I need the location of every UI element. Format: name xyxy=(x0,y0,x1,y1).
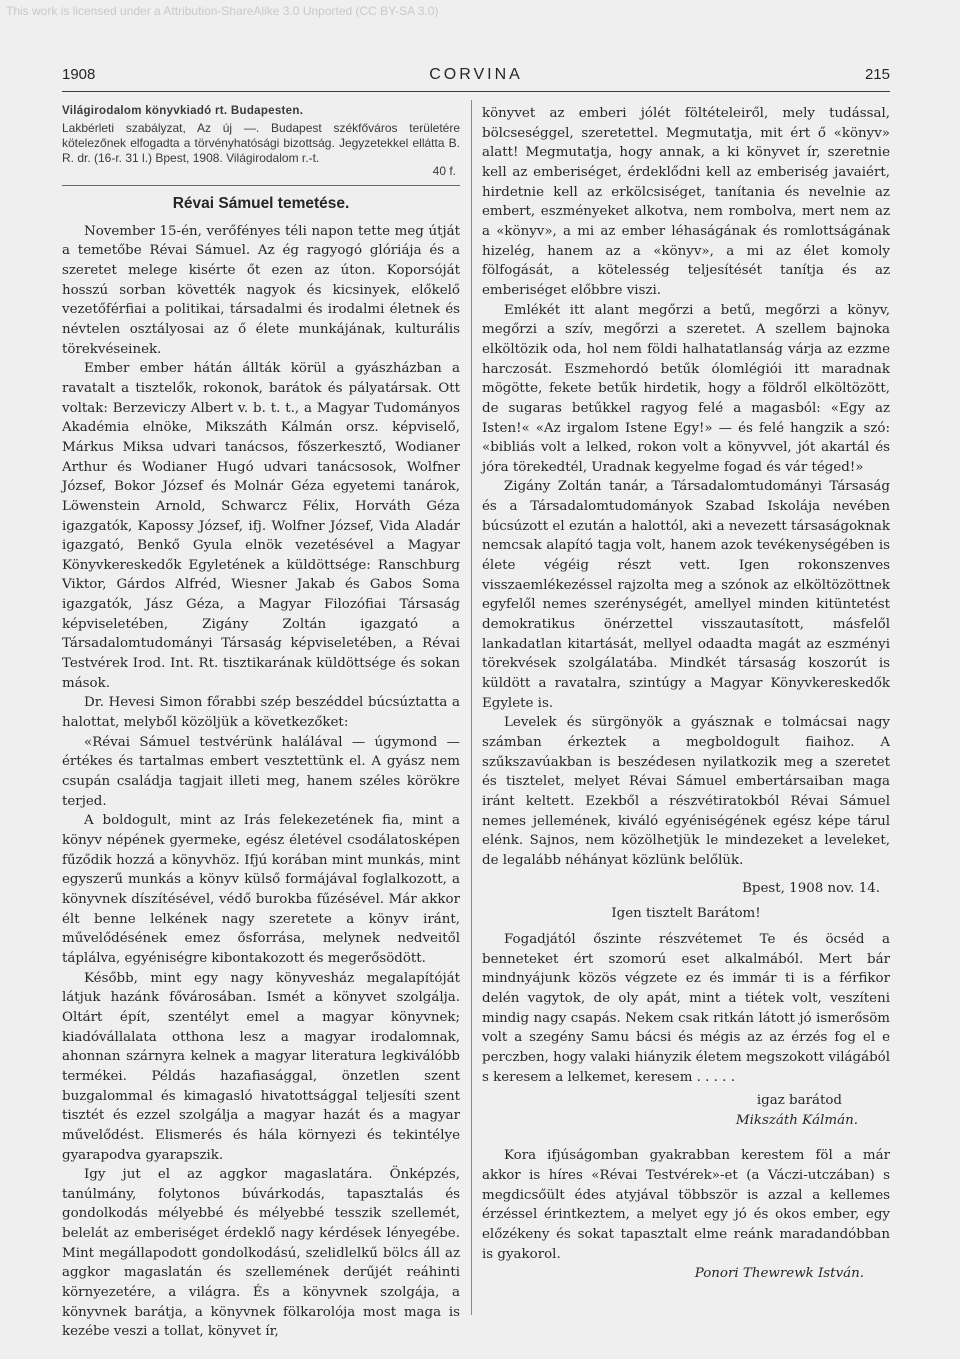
left-paragraph: November 15-én, verőfényes téli napon tette meg útját a temetőbe Révai Sámuel. Az ég ragyogó glóriája és a szeretet melege kisérte őt ezen az úton. Koporsóját hosszú sorban követték nagyok és kicsinyek, előkelő vezetőférfiai a politikai, társadalmi és irodalmi életnek és névtelen osztályosai az ő élete munkájának, kulturális törekvéseinek. xyxy=(62,223,460,357)
page-header xyxy=(62,66,890,88)
letter-closing: igaz barátod xyxy=(756,1093,842,1109)
column-divider xyxy=(471,100,472,1315)
header-journal-title: CORVINA xyxy=(429,66,523,83)
letter-salutation: Igen tisztelt Barátom! xyxy=(611,906,761,922)
right-paragraph: Levelek és sürgönyök a gyásznak e tolmácsai nagy számban érkeztek a megboldogult fiaihoz. A szűkszavúakban is beszédesen nyilatkozik meg a szeretet és tisztelet, melyet Révai Sámuel embertársaiban maga iránt keltett. Ezekből a részvétiratokból Révai Sámuel nemes jellemének, kiváló egyéniségének egész képe tárul elénk. Sajnos, nem közölhetjük le mindezeket a leveleket, de legalább néhányat közlünk belőlük. xyxy=(482,715,890,868)
left-paragraph: Igy jut el az aggkor magaslatára. Önképzés, tanúlmány, folytonos búvárkodás, tapasztalás és gondolkodás mélyebbé és mélyebbé tesszik szellemét, belelát az emberiséget érdeklő nagy kérdések lényegébe. Mint megállapodott gondolkodású, szelidlelkű bölcs áll az aggkor magaslatán és szellemének derűjét reáhinti környezetére, a világra. És a könyvnek szolgája, a könyvnek barátja, a könyvnek fölkarolója most maga is kezébe veszi a tollat, könyvet ír, xyxy=(62,1167,460,1340)
notice-text: Lakbérleti szabályzat, Az új —. Budapest székfőváros területére kötelezőnek elfogadta a törvényhatósági bizottság. Jegyzetekkel ellátta B. R. dr. (16-r. 31 l.) Bpest, 1908. Világirodalom r.-t. xyxy=(62,121,460,165)
letter-dateline: Bpest, 1908 nov. 14. xyxy=(742,880,880,896)
final-paragraph: Kora ifjúságomban gyakrabban kerestem föl a már akkor is híres «Révai Testvérek»-et (a Váczi-utczában) s megdicsőült édes atyjával többször is azzal a kellemes érzéssel érintkeztem, a melyet egy jó és okos ember, egy előzékeny és sokat tapasztalt elme reánk maradandóbban is gyakorol. xyxy=(482,1148,890,1262)
publisher-notice xyxy=(62,104,460,179)
right-column xyxy=(482,104,890,1284)
final-signature: Ponori Thewrewk István. xyxy=(694,1266,864,1282)
right-paragraph: könyvet az emberi jólét föltételeiről, mely tudással, bölcseséggel, szeretettel. Megmutatja, mit ért ő «könyv» alatt! Megmutatja, hogy annak, a ki könyvet ír, szeretnie kell az emberiséget, érdeklődni kell az emberiség javaiért, hirdetnie kell az erkölcsiséget, tanítania és nevelnie az embert, eszményeket alkotva, nem rombolva, mert nem az a «könyv», a mi az ember léhaságának és romlottságának hizelég, hanem az a «könyv», a mi az élet komoly fölfogását, a kötelesség teljesítését tanítja és az emberiséget előbbre viszi. xyxy=(482,106,890,298)
header-page-number: 215 xyxy=(864,66,890,83)
letter-signature: Mikszáth Kálmán. xyxy=(735,1112,858,1128)
license-notice: This work is licensed under a Attribution-ShareAlike 3.0 Unported (CC BY-SA 3.0) xyxy=(6,4,439,18)
left-paragraph: «Révai Sámuel testvérünk halálával — úgymond — értékes és tartalmas embert vesztettünk el. A gyász nem csupán családja tagjait illeti meg, hanem széles körökre terjed. xyxy=(62,734,460,809)
article-title: Révai Sámuel temetése. xyxy=(172,195,350,212)
left-paragraph: A boldogult, mint az Irás felekezetének fia, mint a könyv népének gyermeke, egész életével csodálatosképen fűződik hozzá a könyvhöz. Ifjú korában mint munkás, mint egyszerű munkás a könyv külső formájával foglalkozott, a könyvnek díszítésével, védő burokba fűzésével. Már akkor élt benne lelkének nagy szeretete a könyv iránt, művelődésének emez ősforrása, melynek nedveitől táplálva, egyéniségre kibontakozott és megerősödött. xyxy=(62,813,460,966)
notice-publisher: Világirodalom könyvkiadó rt. Budapesten. xyxy=(62,105,304,117)
left-paragraph: Később, mint egy nagy könyvesház megalapítóját látjuk hazánk fővárosában. Ismét a könyvet szolgálja. Oltárt épít, szentélyt emel a magyar könyvnek; kiadóvállalata otthona lesz a magyar irodalomnak, ahonnan szárnyra kelnek a magyar literatura legkiválóbb termékei. Példás hazafiasággal, önzetlen szent buzgalommal és kimagasló hivatottsággal teljesíti szent tisztét és ezzel szolgálja a magyar hazát és a magyar művelődést. Elismerés és hála környezi és tekintélye gyarapodva gyarapszik. xyxy=(62,970,460,1163)
notice-price: 40 f. xyxy=(432,164,456,178)
header-rule xyxy=(62,91,890,92)
notice-divider xyxy=(62,185,460,186)
letter-body: Fogadjától őszinte részvétemet Te és öcséd a benneteket ért szomorú eset alkalmából. Mert bár mindnyájunk közös végzete ez és immár ti is a férfikor delén vagytok, de oly apát, mint a tiétek volt, veszíteni mindig nagy csapás. Nekem csak ritkán látott jó ismerősöm volt a szegény Samu bácsi és mégis az az érzés fog el e perczben, hogy valaki hiányzik életem megszokott világából s keresem a lelkemet, keresem . . . . . xyxy=(482,931,890,1085)
left-paragraph: Dr. Hevesi Simon főrabbi szép beszéddel búcsúztatta a halottat, melyből közöljük a következőket: xyxy=(62,695,460,731)
right-paragraph: Emlékét itt alant megőrzi a betű, megőrzi a könyv, megőrzi a szív, megőrzi a szeretet. A szellem bajnoka elköltözik oda, hol nem földi halhatatlanság várja az ezzme harczosát. Eszmehordó betűk ólomlégiói itt maradnak mögötte, fekete betűk hirdetik, hogy a földről elköltözött, de sugaras betűkkel ragyog felé a magasból: «Egy az Isten!« «Az irgalom Istene Egy!» — és felé hangzik a szó: «bibliás volt a lelked, rokon volt a könyvvel, jót akartál és jóra törekedtél, Uradnak kegyelme fogad és vár téged!» xyxy=(482,302,890,475)
left-paragraph: Ember ember hátán állták körül a gyászházban a ravatalt a tisztelők, rokonok, barátok és pályatársak. Ott voltak: Berzeviczy Albert v. b. t. t., a Magyar Tudományos Akadémia elnöke, Mikszáth Kálmán orsz. képviselő, Márkus Miksa udvari tanácsos, főszerkesztő, Wodianer Arthur és Wodianer Hugó udvari tanácsosok, Wolfner József, Bokor József és Molnár Géza egyetemi tanárok, Löwenstein Arnold, Schwarcz Félix, Horváth Géza igazgatók, Kapossy József, ifj. Wolfner József, Vida Aladár igazgató, Benkő Gyula elnök vezetésével a Magyar Könyvkereskedők Egyletének a küldöttsége: Ranschburg Viktor, Gárdos Alfréd, Wiesner Jakab és Gabos Soma igazgatók, Jász Géza, a Magyar Filozófiai Társaság képviseletében, Zigány Zoltán igazgató a Társadalomtudományi Társaság képviseletében, a Révai Testvérek Irod. Int. Rt. tisztikarának küldöttsége és sokan mások. xyxy=(62,361,460,691)
right-paragraph: Zigány Zoltán tanár, a Társadalomtudományi Társaság és a Társadalomtudományok Szabad Iskolája nevében búcsúzott el ezután a halottól, aki a nevezett társaságoknak nemcsak alapító tagja volt, hanem azok tevékenységében is élete végéig részt vett. Igen rokonszenves visszaemlékezéssel rajzolta meg a szónok az elköltözöttnek egyfelől nemes szerénységét, amellyel minden kitüntetést demokratikus önérzettel visszautasított, másfelől lankadatlan kitartását, mellyel odaadta magát az eszményi törekvések szolgálatába. Mindkét társaság koszorút is küldött a ravatalra, szintúgy a Magyar Könyvkereskedők Egylete is. xyxy=(482,479,890,711)
header-year: 1908 xyxy=(62,66,96,83)
left-column xyxy=(62,104,460,1342)
